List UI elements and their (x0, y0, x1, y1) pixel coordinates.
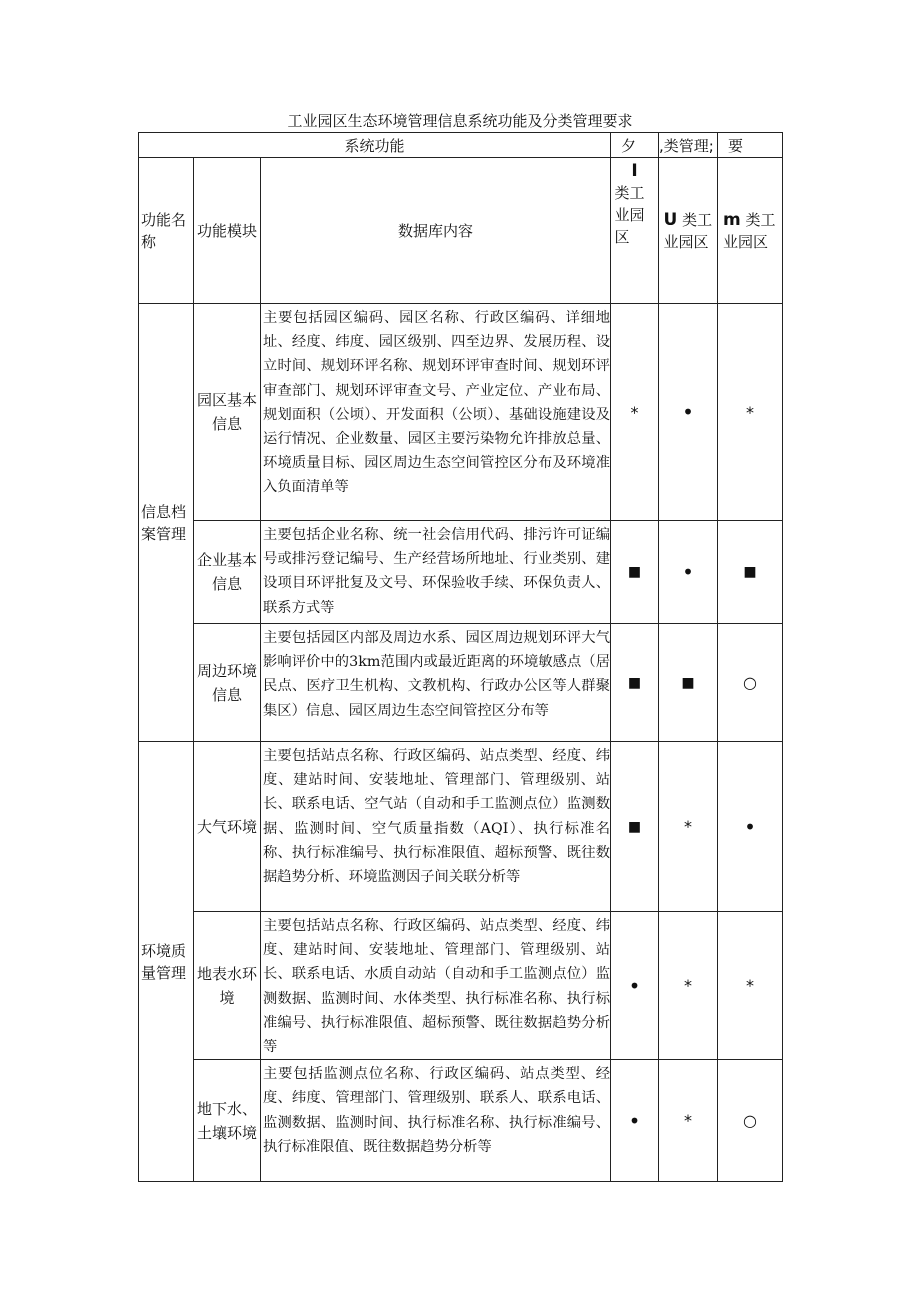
mark-2: * (659, 742, 718, 912)
header-system-function: 系统功能 (139, 133, 611, 158)
mark-1: * (611, 304, 659, 521)
class-3-roman: m (723, 209, 741, 230)
group-info-archive: 信息档案管理 (139, 304, 194, 742)
header-top-right-1: 夕 (611, 133, 659, 158)
mark-1: ■ (611, 624, 659, 742)
mark-2: * (659, 912, 718, 1060)
header-row-1 (139, 133, 783, 158)
table-row (139, 742, 783, 912)
content-enterprise-basic: 主要包括企业名称、统一社会信用代码、排污许可证编号或排污登记编号、生产经营场所地址、行业类别、建设项目环评批复及文号、环保验收手续、环保负责人、联系方式等 (261, 521, 611, 624)
content-groundwater-soil: 主要包括监测点位名称、行政区编码、站点类型、经度、纬度、管理部门、管理级别、联系人、联系电话、监测数据、监测时间、执行标准名称、执行标准编号、执行标准限值、既往数据趋势分析等 (261, 1060, 611, 1182)
module-enterprise-basic: 企业基本信息 (194, 521, 261, 624)
content-air-env: 主要包括站点名称、行政区编码、站点类型、经度、纬度、建站时间、安装地址、管理部门、管理级别、站长、联系电话、空气站（自动和手工监测点位）监测数据、监测时间、空气质量指数（AQI）、执行标准名称、执行标准编号、执行标准限值、超标预警、既往数据趋势分析、环境监测因子间关联分析等 (261, 742, 611, 912)
mark-2: • (659, 304, 718, 521)
table-row (139, 304, 783, 521)
header-row-2 (139, 158, 783, 304)
module-park-basic: 园区基本信息 (194, 304, 261, 521)
header-class-1 (611, 158, 659, 304)
mark-3: ■ (718, 521, 783, 624)
header-db-content: 数据库内容 (261, 158, 611, 304)
table-row (139, 1060, 783, 1182)
module-surface-water: 地表水环境 (194, 912, 261, 1060)
table-row (139, 912, 783, 1060)
class-2-roman: U (663, 209, 678, 230)
mark-2: ■ (659, 624, 718, 742)
class-3-label: 类工业园区 (723, 210, 776, 251)
mark-1: ■ (611, 742, 659, 912)
content-park-basic: 主要包括园区编码、园区名称、行政区编码、详细地址、经度、纬度、园区级别、四至边界、发展历程、设立时间、规划环评名称、规划环评审查时间、规划环评审查部门、规划环评审查文号、产业定位、产业布局、规划面积（公顷）、开发面积（公顷）、基础设施建设及运行情况、企业数量、园区主要污染物允许排放总量、环境质量目标、园区周边生态空间管控区分布及环境准入负面清单等 (261, 304, 611, 521)
mark-2: • (659, 521, 718, 624)
mark-1: • (611, 912, 659, 1060)
mark-1: • (611, 1060, 659, 1182)
group-env-quality: 环境质量管理 (139, 742, 194, 1182)
header-function-module: 功能模块 (194, 158, 261, 304)
mark-2: * (659, 1060, 718, 1182)
mark-3: * (718, 304, 783, 521)
mark-1: ■ (611, 521, 659, 624)
header-class-2 (659, 158, 718, 304)
mark-3: • (718, 742, 783, 912)
class-2-label: 类工业园区 (663, 210, 713, 251)
table-row (139, 624, 783, 742)
module-groundwater-soil: 地下水、土壤环境 (194, 1060, 261, 1182)
mark-3: ○ (718, 624, 783, 742)
header-top-right-3: 要 (718, 133, 783, 158)
mark-3: ○ (718, 1060, 783, 1182)
table-row (139, 521, 783, 624)
mark-3: * (718, 912, 783, 1060)
module-air-env: 大气环境 (194, 742, 261, 912)
module-surrounding-env: 周边环境信息 (194, 624, 261, 742)
page-title: 工业园区生态环境管理信息系统功能及分类管理要求 (287, 112, 633, 130)
class-1-roman: I (631, 161, 638, 181)
class-1-label: 类工业园区 (614, 184, 645, 246)
content-surrounding-env: 主要包括园区内部及周边水系、园区周边规划环评大气影响评价中的3km范围内或最近距离的环境敏感点（居民点、医疗卫生机构、文教机构、行政办公区等人群聚集区）信息、园区周边生态空间管控区分布等 (261, 624, 611, 742)
function-table (138, 132, 783, 1182)
content-surface-water: 主要包括站点名称、行政区编码、站点类型、经度、纬度、建站时间、安装地址、管理部门、管理级别、站长、联系电话、水质自动站（自动和手工监测点位）监测数据、监测时间、水体类型、执行标准名称、执行标准编号、执行标准限值、超标预警、既往数据趋势分析等 (261, 912, 611, 1060)
header-class-3 (718, 158, 783, 304)
header-top-right-2: ,类管理; (659, 133, 718, 158)
header-function-name: 功能名称 (139, 158, 194, 304)
